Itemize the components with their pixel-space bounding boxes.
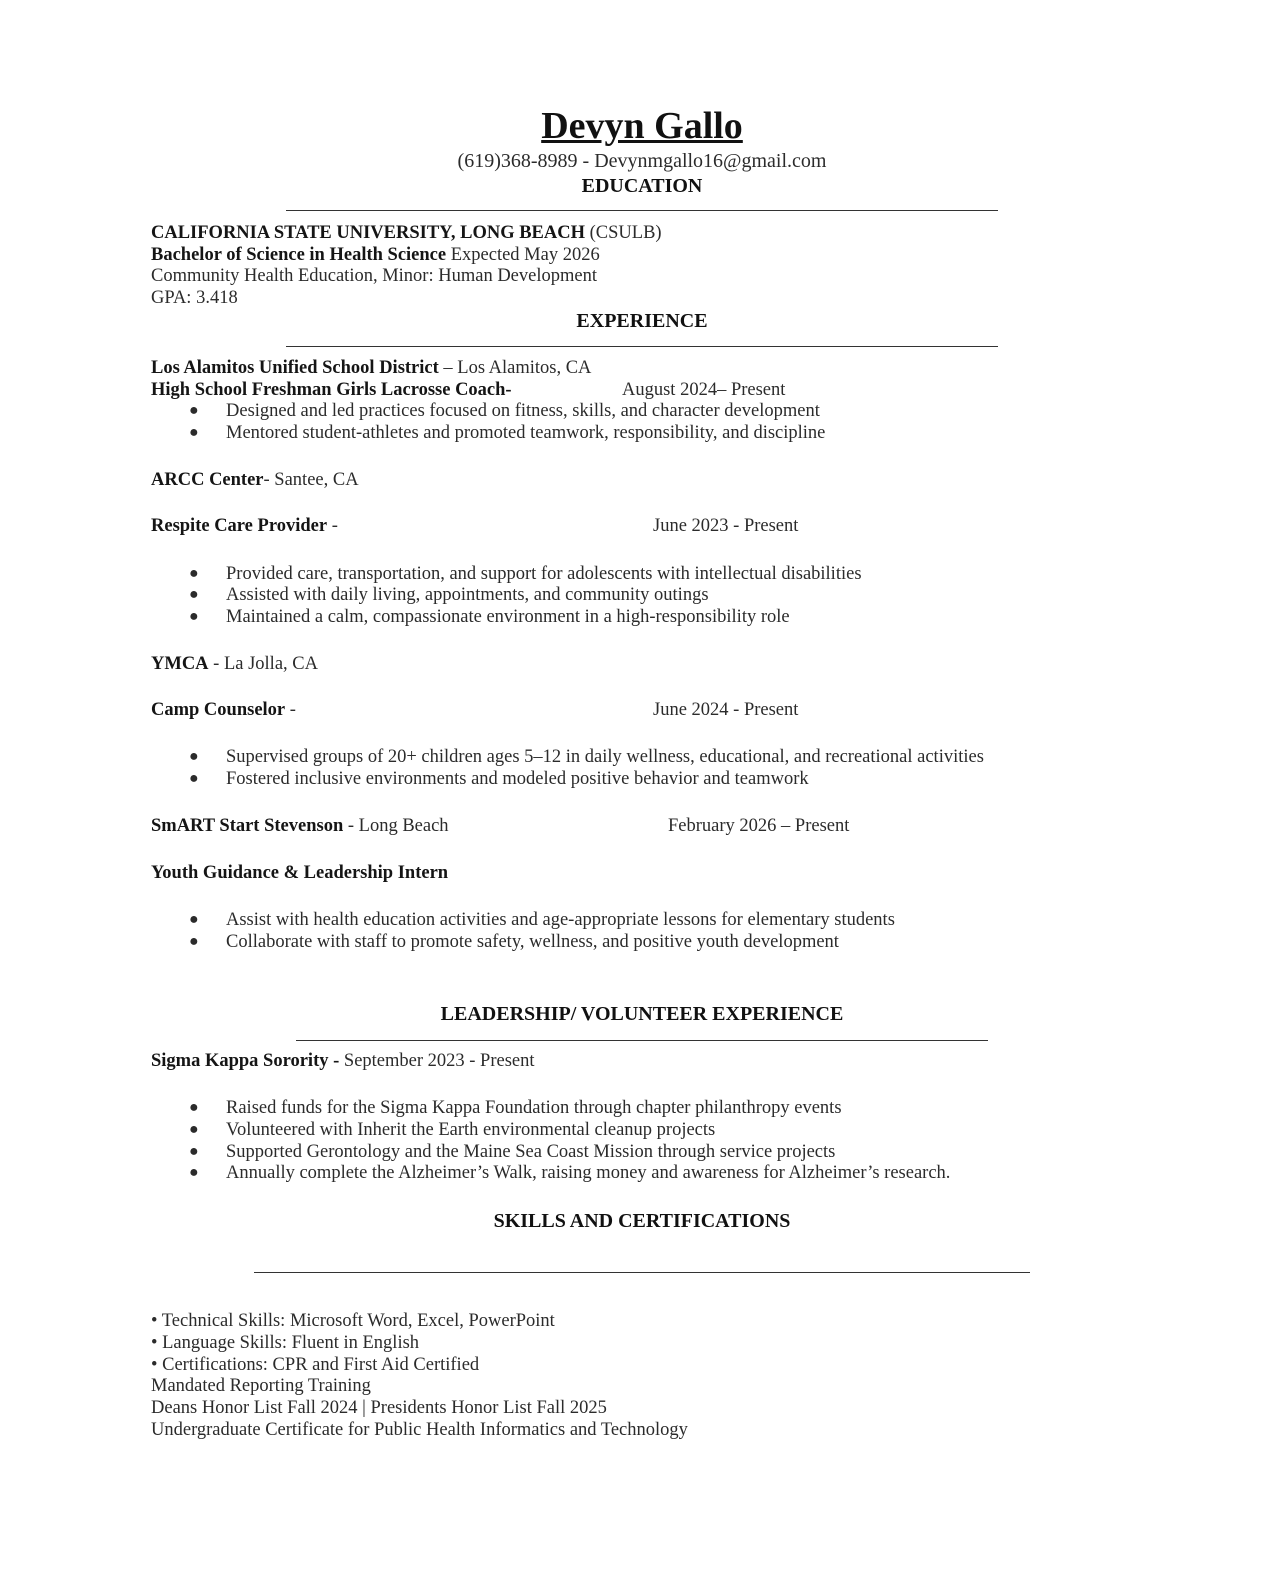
section-heading-skills: SKILLS AND CERTIFICATIONS — [493, 1210, 791, 1232]
job-org-line — [151, 357, 591, 379]
bullet-text: Collaborate with staff to promote safety, wellness, and positive youth development — [226, 932, 839, 952]
job-location: - Long Beach — [343, 816, 449, 836]
degree-expected: Expected May 2026 — [446, 245, 600, 265]
skills-line: • Certifications: CPR and First Aid Certified — [151, 1355, 480, 1375]
bullet-icon: ● — [189, 933, 199, 950]
education-school — [151, 222, 662, 244]
bullet-icon: ● — [189, 1164, 199, 1181]
job-title-suffix: - — [285, 700, 296, 720]
bullet-icon: ● — [189, 1143, 199, 1160]
bullet-icon: ● — [189, 911, 199, 928]
education-degree — [151, 244, 600, 266]
leadership-org-line — [151, 1050, 535, 1072]
bullet-text: Fostered inclusive environments and modeled positive behavior and teamwork — [226, 769, 809, 789]
bullet-text: Designed and led practices focused on fitness, skills, and character development — [226, 401, 820, 421]
job-org-line — [151, 815, 449, 837]
bullet-icon: ● — [189, 565, 199, 582]
job-location: - Santee, CA — [263, 470, 359, 490]
job-location: – Los Alamitos, CA — [438, 358, 592, 378]
section-divider — [286, 210, 998, 211]
job-title: High School Freshman Girls Lacrosse Coach- — [151, 380, 512, 400]
contact-info: (619)368-8989 - Devynmgallo16@gmail.com — [457, 150, 827, 172]
leadership-dates: September 2023 - Present — [339, 1051, 535, 1071]
job-location: - La Jolla, CA — [208, 654, 318, 674]
job-title: Camp Counselor — [151, 700, 286, 720]
bullet-text: Provided care, transportation, and support for adolescents with intellectual disabilities — [226, 564, 862, 584]
job-title: Youth Guidance & Leadership Intern — [151, 863, 449, 883]
bullet-text: Assist with health education activities and age-appropriate lessons for elementary students — [226, 910, 895, 930]
bullet-icon: ● — [189, 748, 199, 765]
section-heading-education: EDUCATION — [581, 175, 703, 197]
skills-line: Mandated Reporting Training — [151, 1376, 371, 1396]
school-name: CALIFORNIA STATE UNIVERSITY, LONG BEACH — [151, 223, 585, 243]
section-divider — [254, 1272, 1030, 1273]
skills-line: Deans Honor List Fall 2024 | Presidents Honor List Fall 2025 — [151, 1398, 607, 1418]
job-org: SmART Start Stevenson — [151, 816, 344, 836]
bullet-text: Annually complete the Alzheimer’s Walk, raising money and awareness for Alzheimer’s research. — [226, 1163, 951, 1183]
bullet-icon: ● — [189, 1121, 199, 1138]
job-dates: August 2024– Present — [622, 380, 786, 400]
bullet-icon: ● — [189, 586, 199, 603]
leadership-org: Sigma Kappa Sorority - — [151, 1051, 340, 1071]
bullet-text: Volunteered with Inherit the Earth environmental cleanup projects — [226, 1120, 716, 1140]
section-divider — [286, 346, 998, 347]
bullet-icon: ● — [189, 1099, 199, 1116]
job-org-line — [151, 653, 318, 675]
job-title-suffix: - — [327, 516, 338, 536]
resume-name: Devyn Gallo — [541, 105, 743, 147]
bullet-icon: ● — [189, 402, 199, 419]
degree-name: Bachelor of Science in Health Science — [151, 245, 447, 265]
section-heading-experience: EXPERIENCE — [576, 310, 708, 332]
bullet-text: Maintained a calm, compassionate environment in a high-responsibility role — [226, 607, 790, 627]
education-gpa: GPA: 3.418 — [151, 288, 238, 308]
skills-line: • Technical Skills: Microsoft Word, Excel, PowerPoint — [151, 1311, 555, 1331]
job-org-line — [151, 469, 359, 491]
job-title-line — [151, 515, 338, 537]
bullet-icon: ● — [189, 770, 199, 787]
bullet-icon: ● — [189, 608, 199, 625]
section-divider — [296, 1040, 988, 1041]
bullet-text: Supported Gerontology and the Maine Sea Coast Mission through service projects — [226, 1142, 836, 1162]
job-dates: June 2024 - Present — [653, 700, 799, 720]
bullet-text: Raised funds for the Sigma Kappa Foundation through chapter philanthropy events — [226, 1098, 842, 1118]
job-title: Respite Care Provider — [151, 516, 328, 536]
school-abbr: (CSULB) — [585, 223, 662, 243]
job-title-line — [151, 699, 296, 721]
job-dates: February 2026 – Present — [668, 816, 850, 836]
bullet-text: Assisted with daily living, appointments, and community outings — [226, 585, 709, 605]
job-org: Los Alamitos Unified School District — [151, 358, 439, 378]
section-heading-leadership: LEADERSHIP/ VOLUNTEER EXPERIENCE — [440, 1003, 844, 1025]
bullet-icon: ● — [189, 424, 199, 441]
skills-line: Undergraduate Certificate for Public Health Informatics and Technology — [151, 1420, 688, 1440]
job-org: YMCA — [151, 654, 209, 674]
bullet-text: Supervised groups of 20+ children ages 5–12 in daily wellness, educational, and recreational activities — [226, 747, 984, 767]
job-org: ARCC Center — [151, 470, 264, 490]
job-dates: June 2023 - Present — [653, 516, 799, 536]
education-concentration: Community Health Education, Minor: Human Development — [151, 266, 597, 286]
bullet-text: Mentored student-athletes and promoted teamwork, responsibility, and discipline — [226, 423, 826, 443]
skills-line: • Language Skills: Fluent in English — [151, 1333, 420, 1353]
